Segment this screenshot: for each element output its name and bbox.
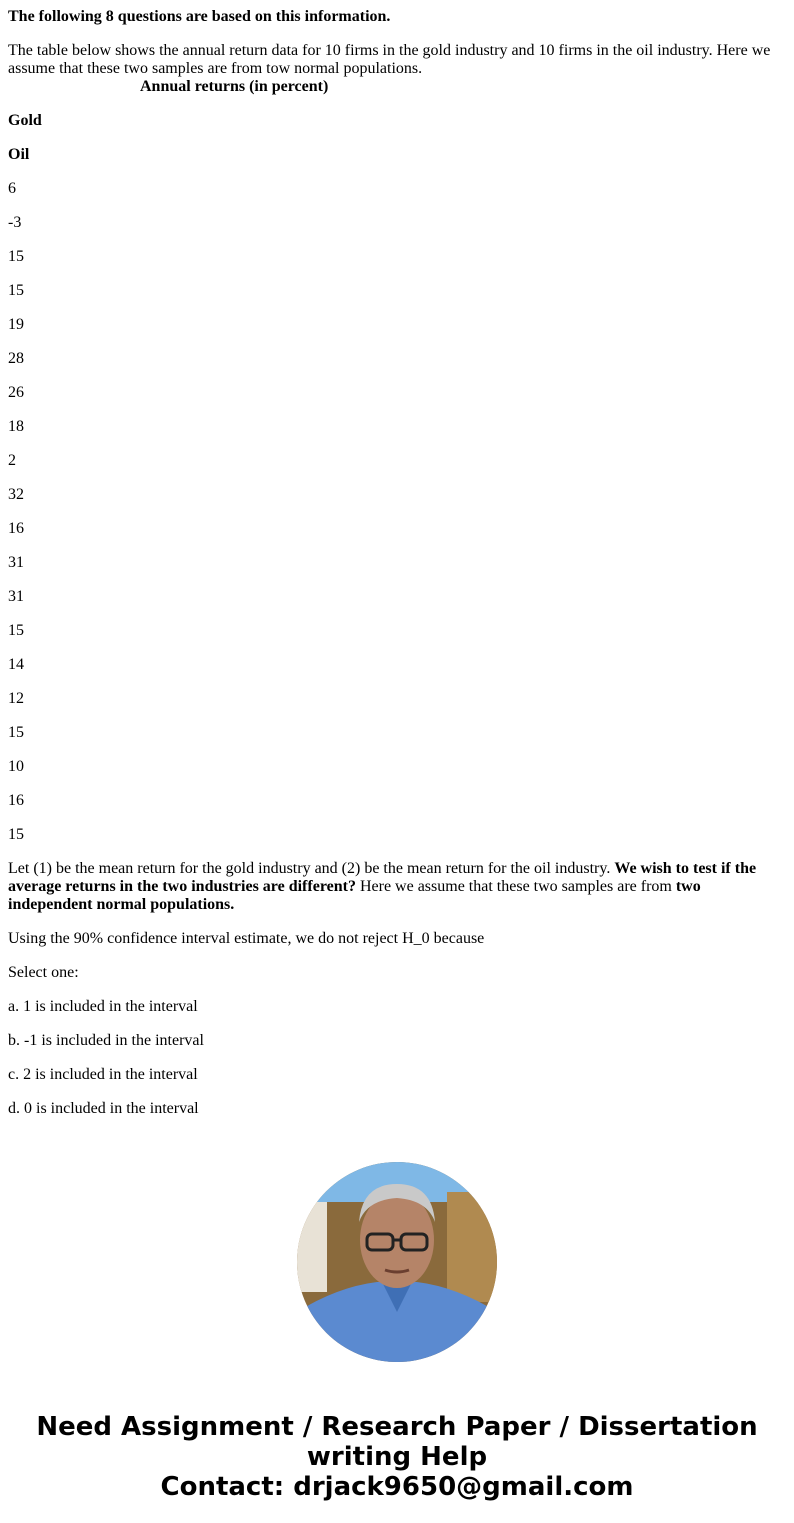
returns-table <box>8 112 786 844</box>
table-cell: 2 <box>8 452 16 469</box>
table-cell: 16 <box>8 792 24 809</box>
table-cell: 15 <box>8 248 24 265</box>
table-cell: 19 <box>8 316 24 333</box>
question-text: Using the 90% confidence interval estimate, we do not reject H_0 because <box>8 930 485 947</box>
select-label: Select one: <box>8 964 79 981</box>
header-oil: Oil <box>8 146 30 163</box>
table-cell: 31 <box>8 554 24 571</box>
author-avatar <box>297 1162 497 1362</box>
table-cell: 10 <box>8 758 24 775</box>
footer-contact: Contact: drjack9650@gmail.com <box>160 1472 634 1502</box>
header-gold: Gold <box>8 112 42 129</box>
table-cell: 6 <box>8 180 16 197</box>
table-cell: 15 <box>8 724 24 741</box>
table-title: Annual returns (in percent) <box>140 78 329 95</box>
table-cell: 15 <box>8 282 24 299</box>
table-cell: 15 <box>8 826 24 843</box>
footer-ad <box>8 1412 786 1502</box>
option-b[interactable]: b. -1 is included in the interval <box>8 1032 204 1049</box>
option-d[interactable]: d. 0 is included in the interval <box>8 1100 199 1117</box>
intro-text: The table below shows the annual return data for 10 firms in the gold industry and 10 firms in the oil industry. Here we assume that these two samples are from tow normal populations. Annual returns (in percent) <box>8 42 771 95</box>
table-cell: 28 <box>8 350 24 367</box>
question-context: Let (1) be the mean return for the gold industry and (2) be the mean return for the oil industry. We wish to test if the average returns in the two industries are different? Here we assume that these two samples are from two independent normal populations. <box>8 860 757 913</box>
footer-line1: Need Assignment / Research Paper / Dissertation writing Help <box>36 1412 758 1472</box>
intro-heading: The following 8 questions are based on this information. <box>8 8 391 25</box>
table-cell: 18 <box>8 418 24 435</box>
table-cell: 32 <box>8 486 24 503</box>
table-cell: 15 <box>8 622 24 639</box>
table-cell: 31 <box>8 588 24 605</box>
table-cell: 26 <box>8 384 24 401</box>
table-cell: 14 <box>8 656 24 673</box>
table-cell: 12 <box>8 690 24 707</box>
table-cell: 16 <box>8 520 24 537</box>
option-c[interactable]: c. 2 is included in the interval <box>8 1066 198 1083</box>
option-a[interactable]: a. 1 is included in the interval <box>8 998 198 1015</box>
table-cell: -3 <box>8 214 22 231</box>
